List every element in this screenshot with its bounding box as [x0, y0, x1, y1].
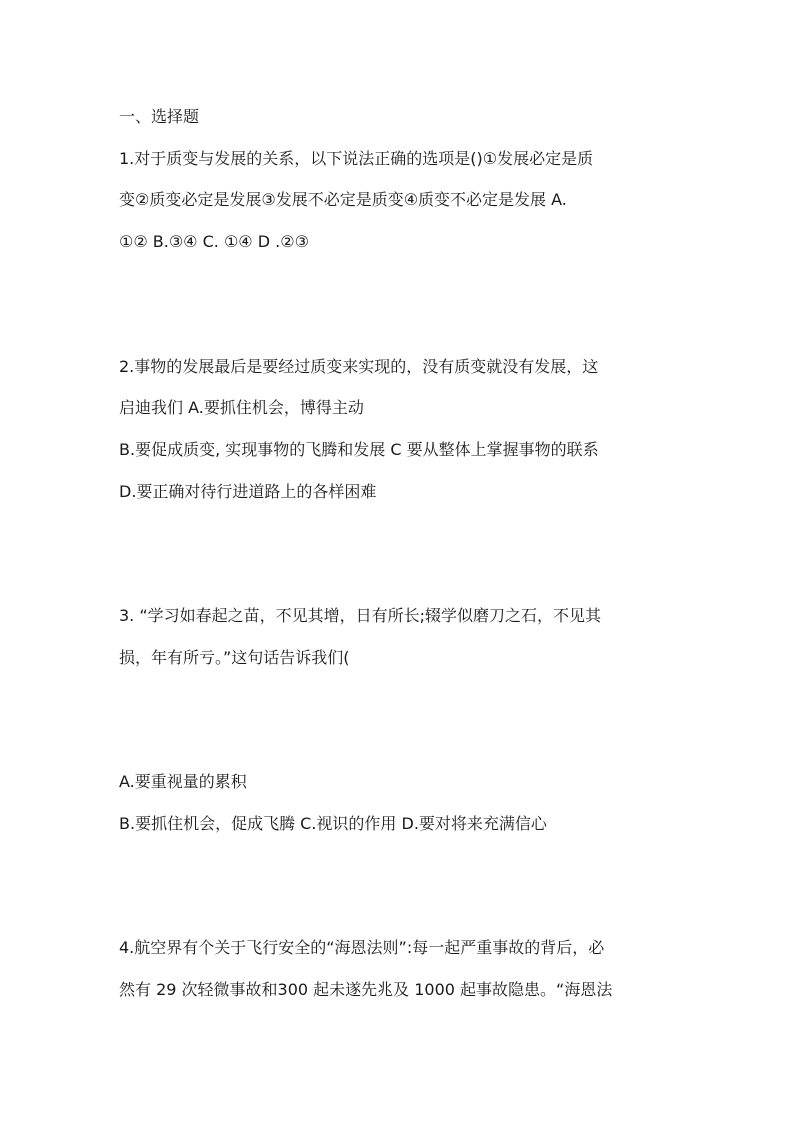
question-1-line-1: 1.对于质变与发展的关系，以下说法正确的选项是()①发展必定是质 [119, 149, 594, 168]
section-title: 一、选择题 [119, 107, 200, 126]
question-3-line-1: 3. “学习如春起之苗，不见其增，日有所长;辍学似磨刀之石，不见其 [119, 606, 602, 625]
question-2-line-1: 2.事物的发展最后是要经过质变来实现的，没有质变就没有发展，这 [119, 357, 599, 376]
question-3-options-bcd: B.要抓住机会，促成飞腾 C.视识的作用 D.要对将来充满信心 [119, 814, 547, 833]
question-3-option-a: A.要重视量的累积 [119, 772, 247, 791]
question-3-line-2: 损，年有所亏。”这句话告诉我们( [119, 648, 350, 667]
question-2-line-2: 启迪我们 A.要抓住机会，博得主动 [119, 398, 364, 417]
question-4-line-2: 然有 29 次轻微事故和300 起未遂先兆及 1000 起事故隐患。“海恩法 [119, 980, 613, 999]
question-4-line-1: 4.航空界有个关于飞行安全的“海恩法则”:每一起严重事故的背后，必 [119, 938, 605, 957]
question-2-line-4: D.要正确对待行进道路上的各样困难 [119, 482, 377, 501]
question-2-line-3: B.要促成质变, 实现事物的飞腾和发展 C 要从整体上掌握事物的联系 [119, 440, 599, 459]
question-1-line-3: ①② B.③④ C. ①④ D .②③ [119, 232, 309, 251]
question-1-line-2: 变②质变必定是发展③发展不必定是质变④质变不必定是发展 A. [119, 190, 567, 209]
